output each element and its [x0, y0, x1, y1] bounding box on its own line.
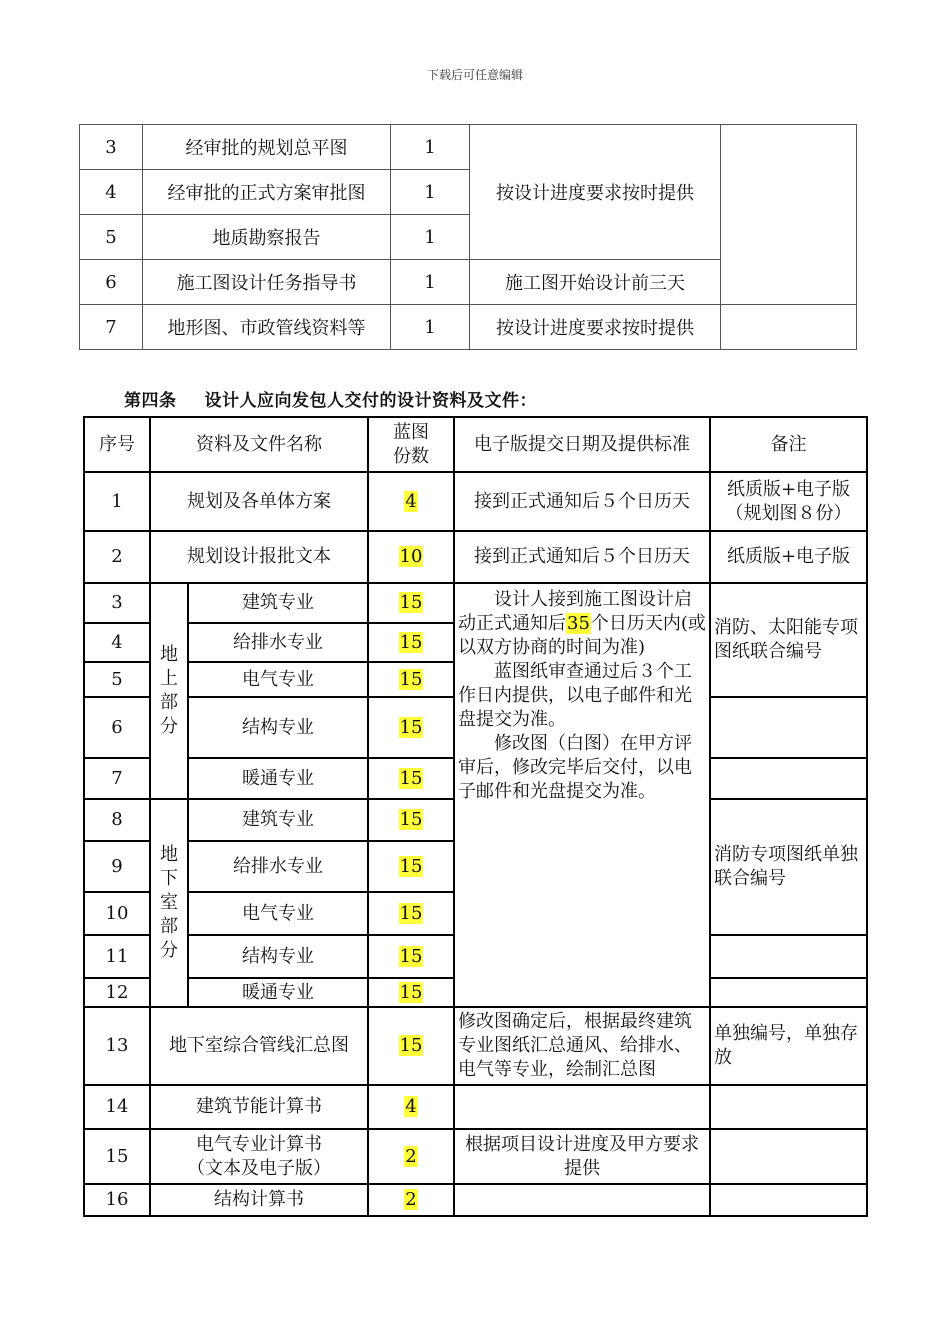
table-row: [84, 1129, 867, 1184]
cell-name: 经审批的正式方案审批图: [143, 170, 391, 215]
copies-value: 15: [399, 1035, 423, 1056]
cell-no: 5: [80, 215, 143, 260]
cell-copies: [368, 472, 454, 531]
cell-no: 14: [84, 1085, 150, 1129]
name-line1: 电气专业计算书: [196, 1133, 322, 1155]
cell-no: 2: [84, 531, 150, 583]
cell-no: 1: [84, 472, 150, 531]
name-line2: （文本及电子版）: [187, 1157, 331, 1179]
cell-name: 暖通专业: [188, 978, 368, 1007]
standard-text: 个日历天内(或以双方协商的时间为准): [458, 613, 706, 658]
cell-count: 1: [391, 170, 470, 215]
standard-paragraph-2: 蓝图纸审查通过后３个工作日内提供，以电子邮件和光盘提交为准。: [458, 661, 692, 730]
cell-copies: [368, 841, 454, 892]
cell-no: 4: [80, 170, 143, 215]
group-label-line1: 地下: [160, 844, 178, 889]
cell-standard: 修改图确定后，根据最终建筑专业图纸汇总通风、给排水、电气等专业，绘制汇总图: [454, 1007, 710, 1085]
header-copies: [368, 417, 454, 472]
cell-copies: [368, 1129, 454, 1184]
copies-value: 15: [399, 902, 423, 924]
cell-copies: [368, 623, 454, 662]
cell-remark-empty: [721, 125, 857, 305]
cell-name: 电气专业: [188, 662, 368, 697]
cell-no: 12: [84, 978, 150, 1007]
group-label-line3: 分: [160, 940, 178, 961]
cell-no: 15: [84, 1129, 150, 1184]
copies-value: 4: [405, 490, 417, 512]
cell-remark: 纸质版+电子版: [710, 531, 867, 583]
copies-value: 15: [399, 981, 423, 1003]
cell-remark-empty: [710, 978, 867, 1007]
cell-remark-empty: [710, 1129, 867, 1184]
cell-name: 结构计算书: [150, 1184, 368, 1216]
cell-copies: [368, 583, 454, 623]
merged-standard-cell: [454, 583, 710, 1007]
cell-no: 4: [84, 623, 150, 662]
cell-name: 经审批的规划总平图: [143, 125, 391, 170]
cell-name: 建筑专业: [188, 799, 368, 841]
group-label-line1: 地上: [160, 644, 178, 689]
cell-no: 7: [80, 305, 143, 350]
cell-name: 施工图设计任务指导书: [143, 260, 391, 305]
remark-basement: 消防专项图纸单独联合编号: [710, 799, 867, 935]
cell-time: 按设计进度要求按时提供: [470, 305, 721, 350]
cell-copies: [368, 697, 454, 758]
cell-no: 13: [84, 1007, 150, 1085]
cell-time-merged: 按设计进度要求按时提供: [470, 125, 721, 260]
table-row: [80, 305, 857, 350]
cell-name: 结构专业: [188, 935, 368, 978]
copies-value: 15: [399, 631, 423, 653]
cell-no: 16: [84, 1184, 150, 1216]
cell-count: 1: [391, 305, 470, 350]
cell-no: 7: [84, 758, 150, 799]
copies-value: 2: [405, 1189, 417, 1210]
table-row: [84, 472, 867, 531]
remark-line2: （规划图８份）: [725, 502, 852, 524]
cell-name: 给排水专业: [188, 841, 368, 892]
cell-copies: [368, 799, 454, 841]
cell-copies: [368, 892, 454, 935]
cell-standard: 根据项目设计进度及甲方要求提供: [454, 1129, 710, 1184]
cell-copies: [368, 662, 454, 697]
cell-count: 1: [391, 260, 470, 305]
standard-paragraph-1: [458, 588, 707, 660]
cell-name: 规划设计报批文本: [150, 531, 368, 583]
cell-copies: [368, 1085, 454, 1129]
clause-text: 设计人应向发包人交付的设计资料及文件：: [204, 391, 537, 411]
cell-count: 1: [391, 125, 470, 170]
cell-copies: [368, 1184, 454, 1216]
cell-no: 6: [80, 260, 143, 305]
copies-value: 15: [399, 809, 423, 830]
cell-remark-empty: [721, 305, 857, 350]
standard-paragraph-3: 修改图（白图）在甲方评审后，修改完毕后交付，以电子邮件和光盘提交为准。: [458, 733, 692, 802]
page-header-note: 下载后可任意编辑: [426, 68, 523, 82]
header-no: 序号: [84, 417, 150, 472]
cell-copies: [368, 531, 454, 583]
cell-name: 电气专业: [188, 892, 368, 935]
header-name: 资料及文件名称: [150, 417, 368, 472]
copies-value: 15: [399, 945, 423, 967]
table-row: [84, 1184, 867, 1216]
copies-value: 10: [399, 546, 423, 567]
cell-remark-empty: [710, 697, 867, 758]
cell-remark-empty: [710, 935, 867, 978]
copies-value: 15: [399, 716, 423, 738]
copies-value: 2: [405, 1145, 417, 1167]
cell-remark-empty: [710, 1085, 867, 1129]
header-copies-line2: 份数: [393, 445, 429, 467]
clause-heading: [124, 386, 537, 411]
cell-standard-empty: [454, 1184, 710, 1216]
cell-name: 给排水专业: [188, 623, 368, 662]
cell-remark-empty: [710, 1184, 867, 1216]
prior-materials-table: [79, 124, 857, 350]
cell-name: 地形图、市政管线资料等: [143, 305, 391, 350]
cell-name: 建筑节能计算书: [150, 1085, 368, 1129]
table-row: [84, 1085, 867, 1129]
copies-value: 15: [399, 855, 423, 877]
cell-copies: [368, 935, 454, 978]
cell-remark: [710, 472, 867, 531]
cell-standard-empty: [454, 1085, 710, 1129]
cell-name: 建筑专业: [188, 583, 368, 623]
cell-time: 施工图开始设计前三天: [470, 260, 721, 305]
group-label-above-ground: [150, 583, 188, 799]
header-remark: 备注: [710, 417, 867, 472]
standard-text: 设计人接到施工图设计启动正式通知后: [458, 589, 692, 634]
cell-name: 地质勘察报告: [143, 215, 391, 260]
cell-no: 9: [84, 841, 150, 892]
copies-value: 15: [399, 668, 423, 690]
cell-no: 5: [84, 662, 150, 697]
remark-line1: 纸质版+电子版: [726, 478, 851, 500]
cell-copies: [368, 758, 454, 799]
header-copies-line1: 蓝图: [393, 421, 429, 443]
copies-value: 15: [399, 767, 423, 789]
table-row: [84, 1007, 867, 1085]
copies-value: 4: [405, 1096, 417, 1117]
group-label-line2: 部分: [160, 692, 178, 737]
cell-name: 地下室综合管线汇总图: [150, 1007, 368, 1085]
cell-no: 3: [84, 583, 150, 623]
remark-above-ground: 消防、太阳能专项图纸联合编号: [710, 583, 867, 697]
cell-copies: [368, 1007, 454, 1085]
cell-count: 1: [391, 215, 470, 260]
cell-no: 10: [84, 892, 150, 935]
cell-name: [150, 1129, 368, 1184]
cell-no: 8: [84, 799, 150, 841]
group-label-line2: 室部: [160, 892, 178, 937]
cell-name: 结构专业: [188, 697, 368, 758]
table-row: [84, 531, 867, 583]
days-value: 35: [567, 613, 590, 634]
clause-number: 第四条: [124, 391, 177, 411]
cell-no: 3: [80, 125, 143, 170]
cell-standard: 接到正式通知后５个日历天: [454, 472, 710, 531]
cell-no: 11: [84, 935, 150, 978]
cell-remark-empty: [710, 758, 867, 799]
table-header-row: [84, 417, 867, 472]
group-label-basement: [150, 799, 188, 1007]
cell-standard: 接到正式通知后５个日历天: [454, 531, 710, 583]
copies-value: 15: [399, 592, 423, 613]
cell-no: 6: [84, 697, 150, 758]
cell-remark: 单独编号，单独存放: [710, 1007, 867, 1085]
table-row: [80, 125, 857, 170]
table-row: [84, 583, 867, 623]
header-standard: 电子版提交日期及提供标准: [454, 417, 710, 472]
deliverables-table: [83, 416, 868, 1217]
cell-name: 暖通专业: [188, 758, 368, 799]
cell-copies: [368, 978, 454, 1007]
cell-name: 规划及各单体方案: [150, 472, 368, 531]
